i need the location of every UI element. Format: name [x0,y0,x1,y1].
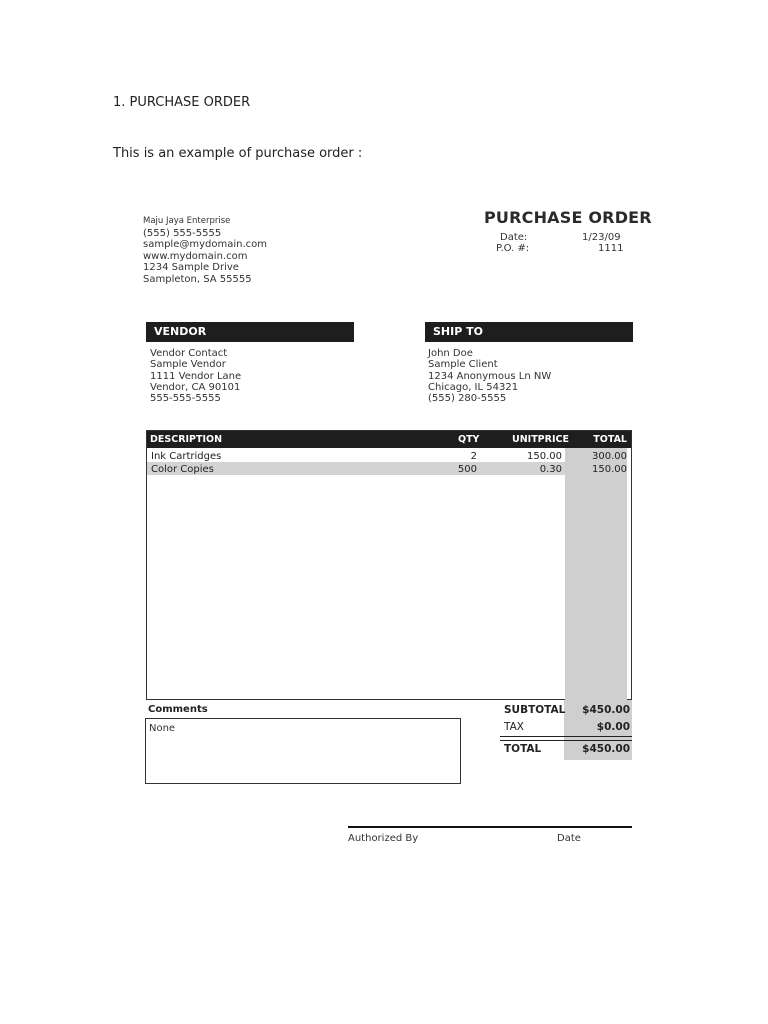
item-unit-price: 0.30 [539,464,562,475]
total-divider [500,736,632,741]
tax-label: TAX [504,721,524,733]
company-phone: (555) 555-5555 [143,227,222,239]
vendor-line: Vendor Contact [150,348,228,359]
vendor-line: Sample Vendor [150,359,226,371]
comments-value: None [149,723,176,734]
vendor-header [146,322,354,342]
po-date-value: 1/23/09 [582,232,621,243]
tax-value: $0.00 [596,721,630,733]
ship-to-header [425,322,633,342]
ship-to-line: Chicago, IL 54321 [428,381,519,393]
column-header-unitprice: UNITPRICE [512,434,569,445]
total-value: $450.00 [582,743,630,755]
po-number-value: 1111 [598,243,624,254]
total-column-shade [565,448,627,701]
comments-label: Comments [148,704,208,715]
ship-to-line: (555) 280-5555 [428,393,507,405]
po-title: PURCHASE ORDER [484,208,652,227]
column-header-description: DESCRIPTION [150,434,223,445]
po-number-label: P.O. #: [496,243,530,254]
intro-text: This is an example of purchase order : [113,146,363,161]
ship-to-address [428,348,551,404]
column-header-qty: QTY [458,434,480,445]
item-description: Color Copies [151,464,214,475]
company-website: www.mydomain.com [143,250,248,262]
item-unit-price: 150.00 [527,451,562,462]
total-label: TOTAL [504,743,542,755]
company-email: sample@mydomain.com [143,239,268,250]
line-items-table [146,430,632,700]
ship-to-line: John Doe [428,348,473,359]
column-header-total: TOTAL [593,434,627,445]
subtotal-label: SUBTOTAL [504,704,566,716]
company-city: Sampleton, SA 55555 [143,273,252,285]
ship-to-header-label: SHIP TO [433,325,483,338]
vendor-line: 555-555-5555 [150,393,221,405]
ship-to-line: 1234 Anonymous Ln NW [428,370,552,382]
item-qty: 500 [457,464,477,475]
company-name: Maju Jaya Enterprise [143,216,231,226]
vendor-line: 1111 Vendor Lane [150,370,242,382]
po-date-label: Date: [500,232,528,243]
item-total: 150.00 [592,464,627,475]
vendor-line: Vendor, CA 90101 [150,381,241,393]
item-description: Ink Cartridges [151,451,222,462]
table-header [147,431,631,448]
signature-line [348,826,632,828]
section-heading: 1. PURCHASE ORDER [113,95,251,110]
item-qty: 2 [470,451,477,462]
ship-to-line: Sample Client [428,359,498,371]
company-street: 1234 Sample Drive [143,262,239,273]
subtotal-value: $450.00 [582,704,630,716]
company-info [143,216,267,285]
vendor-address [150,348,241,404]
comments-box [145,718,461,784]
item-total: 300.00 [592,451,627,462]
signature-date-label: Date [557,833,581,844]
authorized-by-label: Authorized By [348,833,419,844]
vendor-header-label: VENDOR [154,325,207,338]
